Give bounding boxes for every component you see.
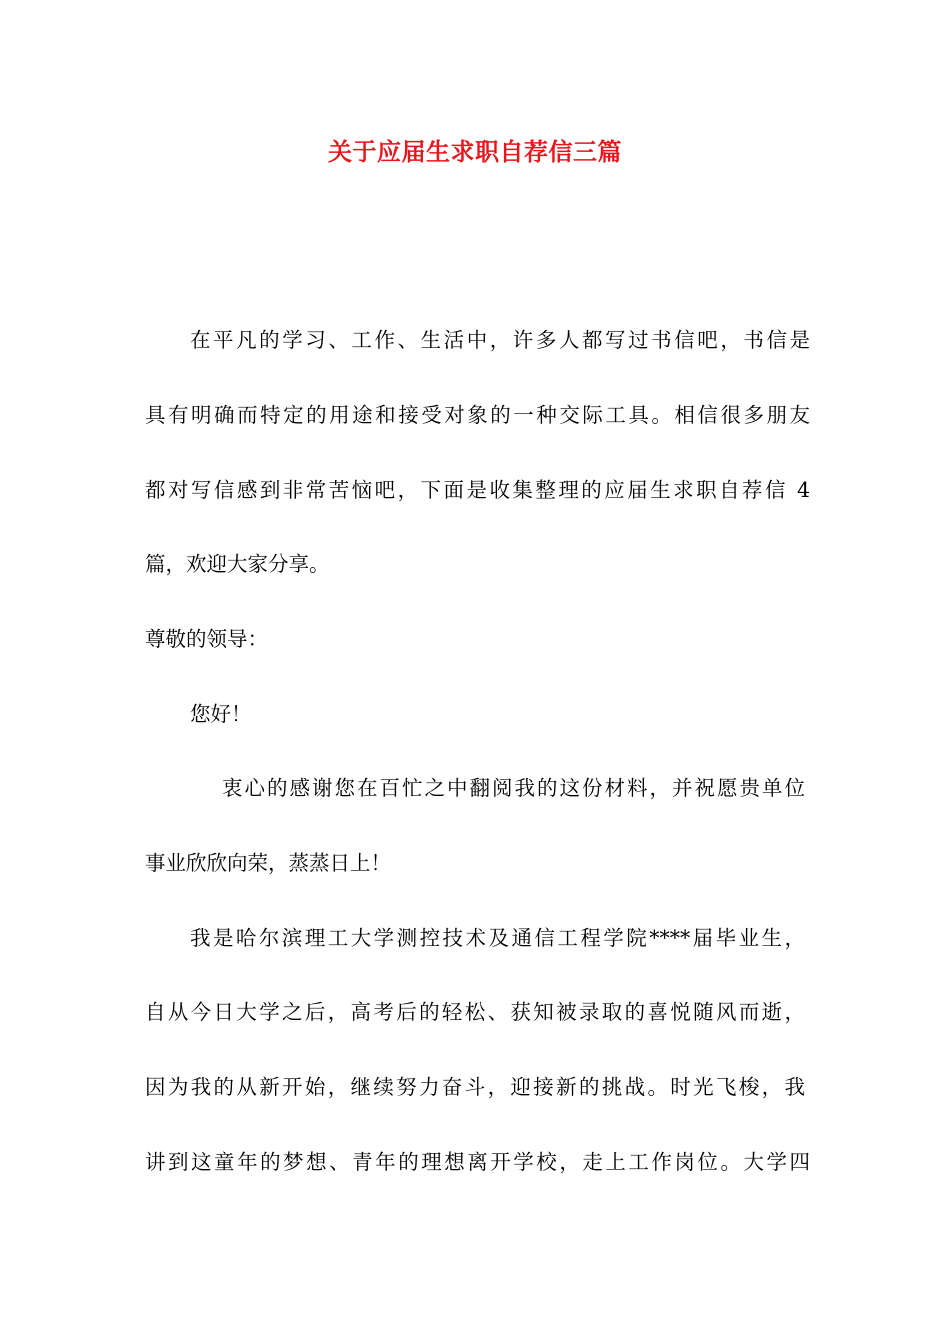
salutation: 尊敬的领导： [145, 627, 268, 651]
paragraph-line: 具有明确而特定的用途和接受对象的一种交际工具。相信很多朋友 [145, 403, 810, 427]
document-title: 关于应届生求职自荐信三篇 [328, 138, 622, 166]
paragraph-line: 讲到这童年的梦想、青年的理想离开学校，走上工作岗位。大学四 [145, 1150, 810, 1174]
paragraph-line: 衷心的感谢您在百忙之中翻阅我的这份材料，并祝愿贵单位 [222, 776, 805, 800]
paragraph-line: 因为我的从新开始，继续努力奋斗，迎接新的挑战。时光飞梭，我 [145, 1075, 805, 1099]
paragraph-line: 我是哈尔滨理工大学测控技术及通信工程学院****届毕业生， [190, 926, 805, 950]
greeting: 您好！ [190, 702, 252, 726]
paragraph-line: 自从今日大学之后，高考后的轻松、获知被录取的喜悦随风而逝， [145, 1000, 805, 1024]
paragraph-line: 篇，欢迎大家分享。 [145, 552, 330, 576]
paragraph-line: 在平凡的学习、工作、生活中，许多人都写过书信吧，书信是 [190, 328, 810, 352]
paragraph-line: 事业欣欣向荣，蒸蒸日上！ [145, 851, 391, 875]
paragraph-line: 都对写信感到非常苦恼吧，下面是收集整理的应届生求职自荐信 4 [145, 478, 810, 502]
